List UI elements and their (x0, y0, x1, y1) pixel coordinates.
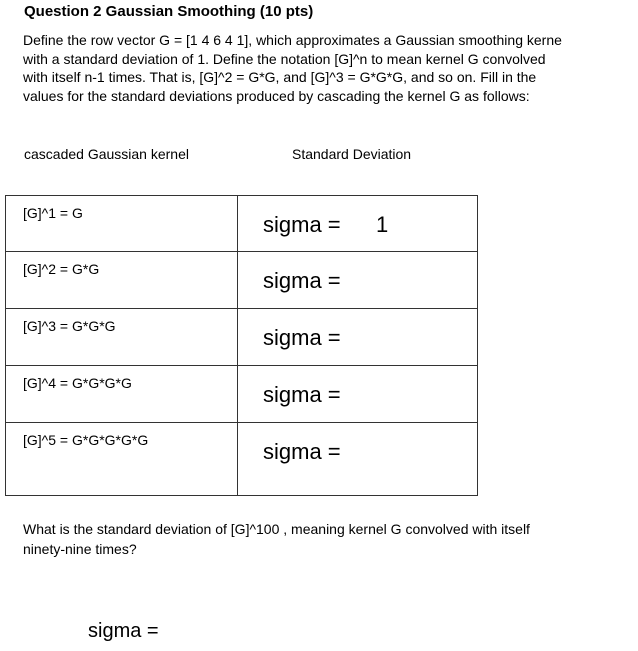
kernel-cell (6, 309, 238, 366)
kernel-label: [G]^1 = G (23, 205, 83, 221)
question-description (23, 31, 638, 105)
sigma-label: sigma = (263, 325, 341, 350)
description-line: Define the row vector G = [1 4 6 4 1], which approximates a Gaussian smoothing kerne (23, 32, 562, 48)
description-line: with a standard deviation of 1. Define the notation [G]^n to mean kernel G convolved (23, 50, 546, 67)
answer-table (5, 195, 478, 496)
sigma-value: 1 (376, 212, 389, 237)
sigma-cell[interactable] (238, 423, 478, 496)
sigma-label: sigma = (263, 268, 341, 293)
sigma-cell[interactable] (238, 196, 478, 252)
sigma-cell[interactable] (238, 366, 478, 423)
question-line: ninety-nine times? (23, 541, 137, 557)
followup-question (23, 519, 530, 559)
sigma-cell[interactable] (238, 309, 478, 366)
sigma-label: sigma = (263, 382, 341, 407)
table-row (6, 309, 478, 366)
std-dev-column-header: Standard Deviation (292, 146, 412, 162)
kernel-cell (6, 196, 238, 252)
kernel-label: [G]^5 = G*G*G*G*G (23, 432, 149, 448)
table-row (6, 196, 478, 252)
question-line: What is the standard deviation of [G]^100 , meaning kernel G convolved with itself (23, 521, 530, 537)
description-line: values for the standard deviations produced by cascading the kernel G as follows: (23, 87, 530, 104)
kernel-cell (6, 366, 238, 423)
kernel-label: [G]^2 = G*G (23, 261, 100, 277)
question-title: Question 2 Gaussian Smoothing (10 pts) (24, 3, 314, 20)
final-sigma-answer[interactable]: sigma = (88, 620, 159, 642)
description-line: with itself n-1 times. That is, [G]^2 = G*G, and [G]^3 = G*G*G, and so on. Fill in the (23, 69, 537, 85)
kernel-column-header: cascaded Gaussian kernel (24, 146, 189, 162)
table-row (6, 252, 478, 309)
sigma-label: sigma = (263, 212, 341, 237)
kernel-cell (6, 252, 238, 309)
table-row (6, 366, 478, 423)
table-row (6, 423, 478, 496)
sigma-cell[interactable] (238, 252, 478, 309)
kernel-label: [G]^4 = G*G*G*G (23, 375, 132, 391)
sigma-label: sigma = (263, 439, 341, 464)
kernel-cell (6, 423, 238, 496)
kernel-label: [G]^3 = G*G*G (23, 318, 116, 334)
